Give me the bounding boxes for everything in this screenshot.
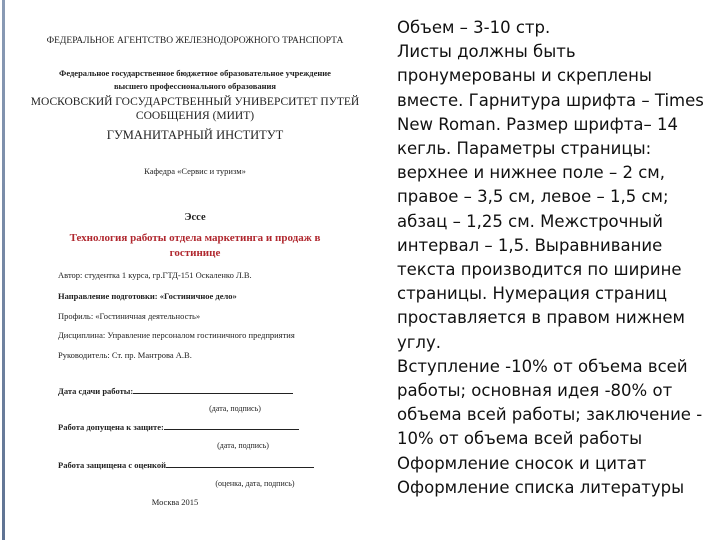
requirement-line: кегль. Параметры страницы: xyxy=(397,139,652,159)
university-line2: СООБЩЕНИЯ (МИИТ) xyxy=(135,110,255,122)
requirement-line: абзац – 1,25 см. Межстрочный xyxy=(397,211,663,231)
signature-line xyxy=(164,429,299,430)
admitted-hint: (дата, подпись) xyxy=(217,441,269,450)
slide-edge xyxy=(2,0,5,540)
requirement-line: объема всей работы; заключение - xyxy=(397,405,703,425)
direction: Направление подготовки: «Гостиничное дело» xyxy=(58,291,237,301)
institution-line2: высшего профессионального образования xyxy=(113,81,277,91)
defended-hint: (оценка, дата, подпись) xyxy=(215,479,295,488)
title-page-image xyxy=(20,30,370,530)
essay-title-line1: Технология работы отдела маркетинга и продаж в xyxy=(69,232,321,244)
institution-line1: Федеральное государственное бюджетное образовательное учреждение xyxy=(59,68,331,78)
requirement-line: Оформление сносок и цитат xyxy=(397,453,647,473)
requirement-line: верхнее и нижнее поле – 2 см, xyxy=(397,163,665,183)
requirement-line: углу. xyxy=(397,332,441,352)
requirement-line: вместе. Гарнитура шрифта – Times xyxy=(397,90,704,110)
admitted-label: Работа допущена к защите: xyxy=(58,422,164,432)
requirement-line: текста производится по ширине xyxy=(397,260,682,280)
requirement-line: New Roman. Размер шрифта– 14 xyxy=(397,114,678,134)
submitted-hint: (дата, подпись) xyxy=(209,404,261,413)
requirement-line: пронумерованы и скреплены xyxy=(397,66,652,86)
university-line1: МОСКОВСКИЙ ГОСУДАРСТВЕННЫЙ УНИВЕРСИТЕТ ПУТЕЙ xyxy=(30,96,360,108)
author: Автор: студентка 1 курса, гр.ГТД-151 Оскаленко Л.В. xyxy=(58,270,252,280)
requirement-line: интервал – 1,5. Выравнивание xyxy=(397,235,663,255)
city-year: Москва 2015 xyxy=(151,497,199,507)
requirement-line: проставляется в правом нижнем xyxy=(397,308,685,328)
submitted-label: Дата сдачи работы: xyxy=(58,386,134,396)
document-type: Эссе xyxy=(184,212,206,223)
requirement-line: страницы. Нумерация страниц xyxy=(397,284,668,304)
requirement-line: Вступление -10% от объема всей xyxy=(397,356,688,376)
discipline: Дисциплина: Управление персоналом гостиничного предприятия xyxy=(58,330,295,340)
essay-title-line2: гостинице xyxy=(169,247,221,259)
institute: ГУМАНИТАРНЫЙ ИНСТИТУТ xyxy=(106,128,284,142)
profile: Профиль: «Гостиничная деятельность» xyxy=(58,311,201,321)
requirements-text xyxy=(397,16,717,500)
requirement-line: Объем – 3-10 стр. xyxy=(397,18,551,37)
requirement-line: 10% от объема всей работы xyxy=(397,429,643,449)
requirement-line: правое – 3,5 см, левое – 1,5 см; xyxy=(397,187,669,207)
requirement-line: Листы должны быть xyxy=(397,42,576,62)
defended-label: Работа защищена с оценкой xyxy=(58,460,166,470)
supervisor: Руководитель: Ст. пр. Мантрова А.В. xyxy=(58,350,192,360)
signature-line xyxy=(166,467,314,468)
agency: ФЕДЕРАЛЬНОЕ АГЕНТСТВО ЖЕЛЕЗНОДОРОЖНОГО ТРАНСПОРТА xyxy=(46,36,344,46)
requirement-line: Оформление списка литературы xyxy=(397,477,685,497)
signature-line xyxy=(133,393,293,394)
requirement-line: работы; основная идея -80% от xyxy=(397,381,673,401)
department: Кафедра «Сервис и туризм» xyxy=(144,166,246,176)
